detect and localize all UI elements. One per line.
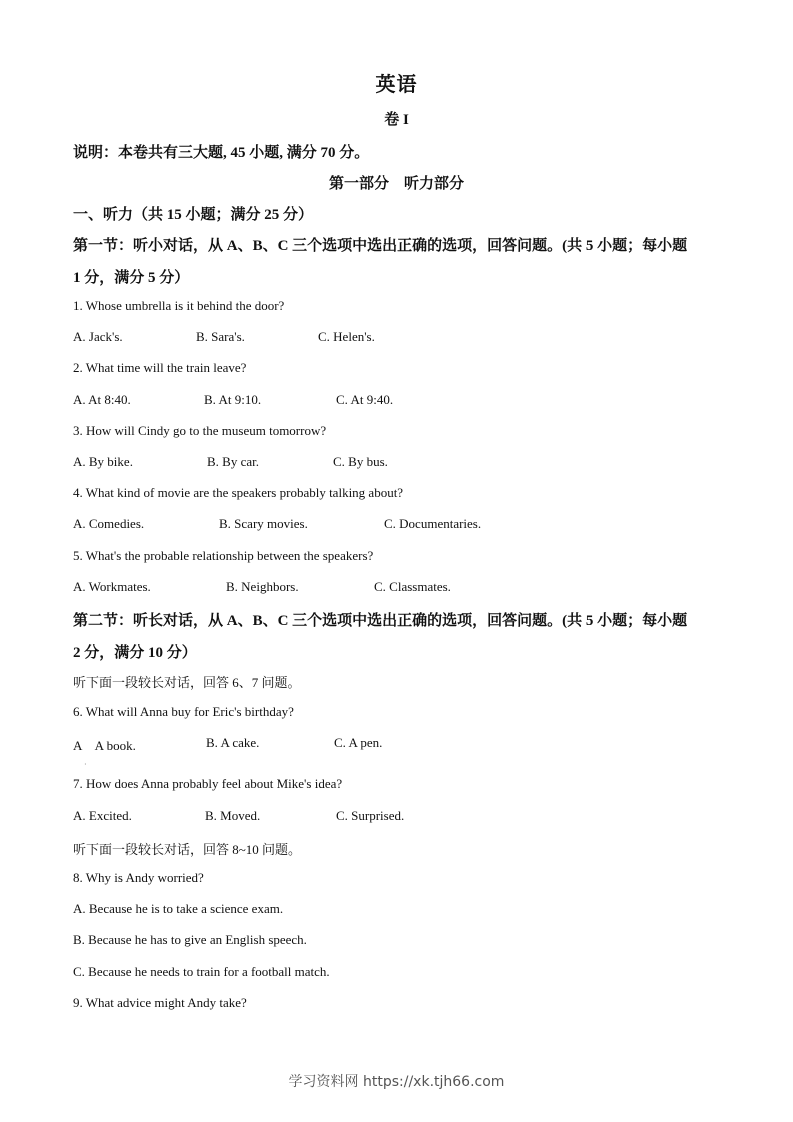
option-b: B. At 9:10. (204, 392, 262, 407)
volume-subtitle: 卷 I (384, 112, 409, 128)
page-title: 英语 (375, 74, 418, 96)
option-a: A. Workmates. (73, 579, 151, 594)
option-c: C. Surprised. (336, 808, 405, 823)
subsection2-line1: 第二节：听长对话，从 A、B、C 三个选项中选出正确的选项，回答问题。(共 5 小题；每小题 (73, 613, 688, 629)
footer-watermark: 学习资料网 https://xk.tjh66.com (288, 1074, 505, 1090)
option-c: C. A pen. (334, 735, 383, 750)
question-3: 3. How will Cindy go to the museum tomorrow? (73, 423, 327, 438)
option-b: B. Neighbors. (226, 579, 299, 594)
option-a: A. Comedies. (73, 516, 145, 531)
option-a: A. At 8:40. (73, 392, 131, 407)
option-a: A. Jack's. (73, 329, 123, 344)
option-b: B. By car. (207, 454, 259, 469)
option-b: B. Sara's. (196, 329, 245, 344)
question-7: 7. How does Anna probably feel about Mike's idea? (73, 776, 343, 791)
option-a: A. By bike. (73, 454, 133, 469)
question-2: 2. What time will the train leave? (73, 360, 247, 375)
option-c: C. By bus. (333, 454, 388, 469)
option-c: C. Documentaries. (384, 516, 482, 531)
option-c: C. Helen's. (318, 329, 375, 344)
subsection1-line2: 1 分，满分 5 分） (73, 270, 190, 286)
option-c: C. At 9:40. (336, 392, 394, 407)
question-8-option-a: A. Because he is to take a science exam. (73, 901, 284, 916)
listening-note-6-7: 听下面一段较长对话，回答 6、7 问题。 (73, 675, 301, 690)
question-8: 8. Why is Andy worried? (73, 870, 204, 885)
subsection2-line2: 2 分，满分 10 分） (73, 645, 197, 661)
option-b: B. Scary movies. (219, 516, 308, 531)
question-1: 1. Whose umbrella is it behind the door? (73, 298, 285, 313)
question-8-option-c: C. Because he needs to train for a football match. (73, 964, 330, 979)
option-b: B. A cake. (206, 735, 260, 750)
option-c: C. Classmates. (374, 579, 451, 594)
question-4: 4. What kind of movie are the speakers probably talking about? (73, 485, 404, 500)
question-6: 6. What will Anna buy for Eric's birthday? (73, 704, 294, 719)
question-8-option-b: B. Because he has to give an English speech. (73, 932, 307, 947)
option-b: B. Moved. (205, 808, 261, 823)
section1-heading: 一、听力（共 15 小题；满分 25 分） (73, 207, 314, 223)
instructions: 说明：本卷共有三大题, 45 小题, 满分 70 分。 (73, 145, 370, 161)
listening-note-8-10: 听下面一段较长对话，回答 8~10 问题。 (73, 842, 302, 857)
question-5: 5. What's the probable relationship between the speakers? (73, 548, 374, 563)
option-a: A. Excited. (73, 808, 132, 823)
stray-dot-mark: · (84, 760, 87, 769)
question-9: 9. What advice might Andy take? (73, 995, 247, 1010)
option-a: A A book. (73, 738, 136, 753)
subsection1-line1: 第一节：听小对话，从 A、B、C 三个选项中选出正确的选项，回答问题。(共 5 小题；每小题 (73, 238, 688, 254)
part1-heading: 第一部分 听力部分 (328, 176, 464, 192)
